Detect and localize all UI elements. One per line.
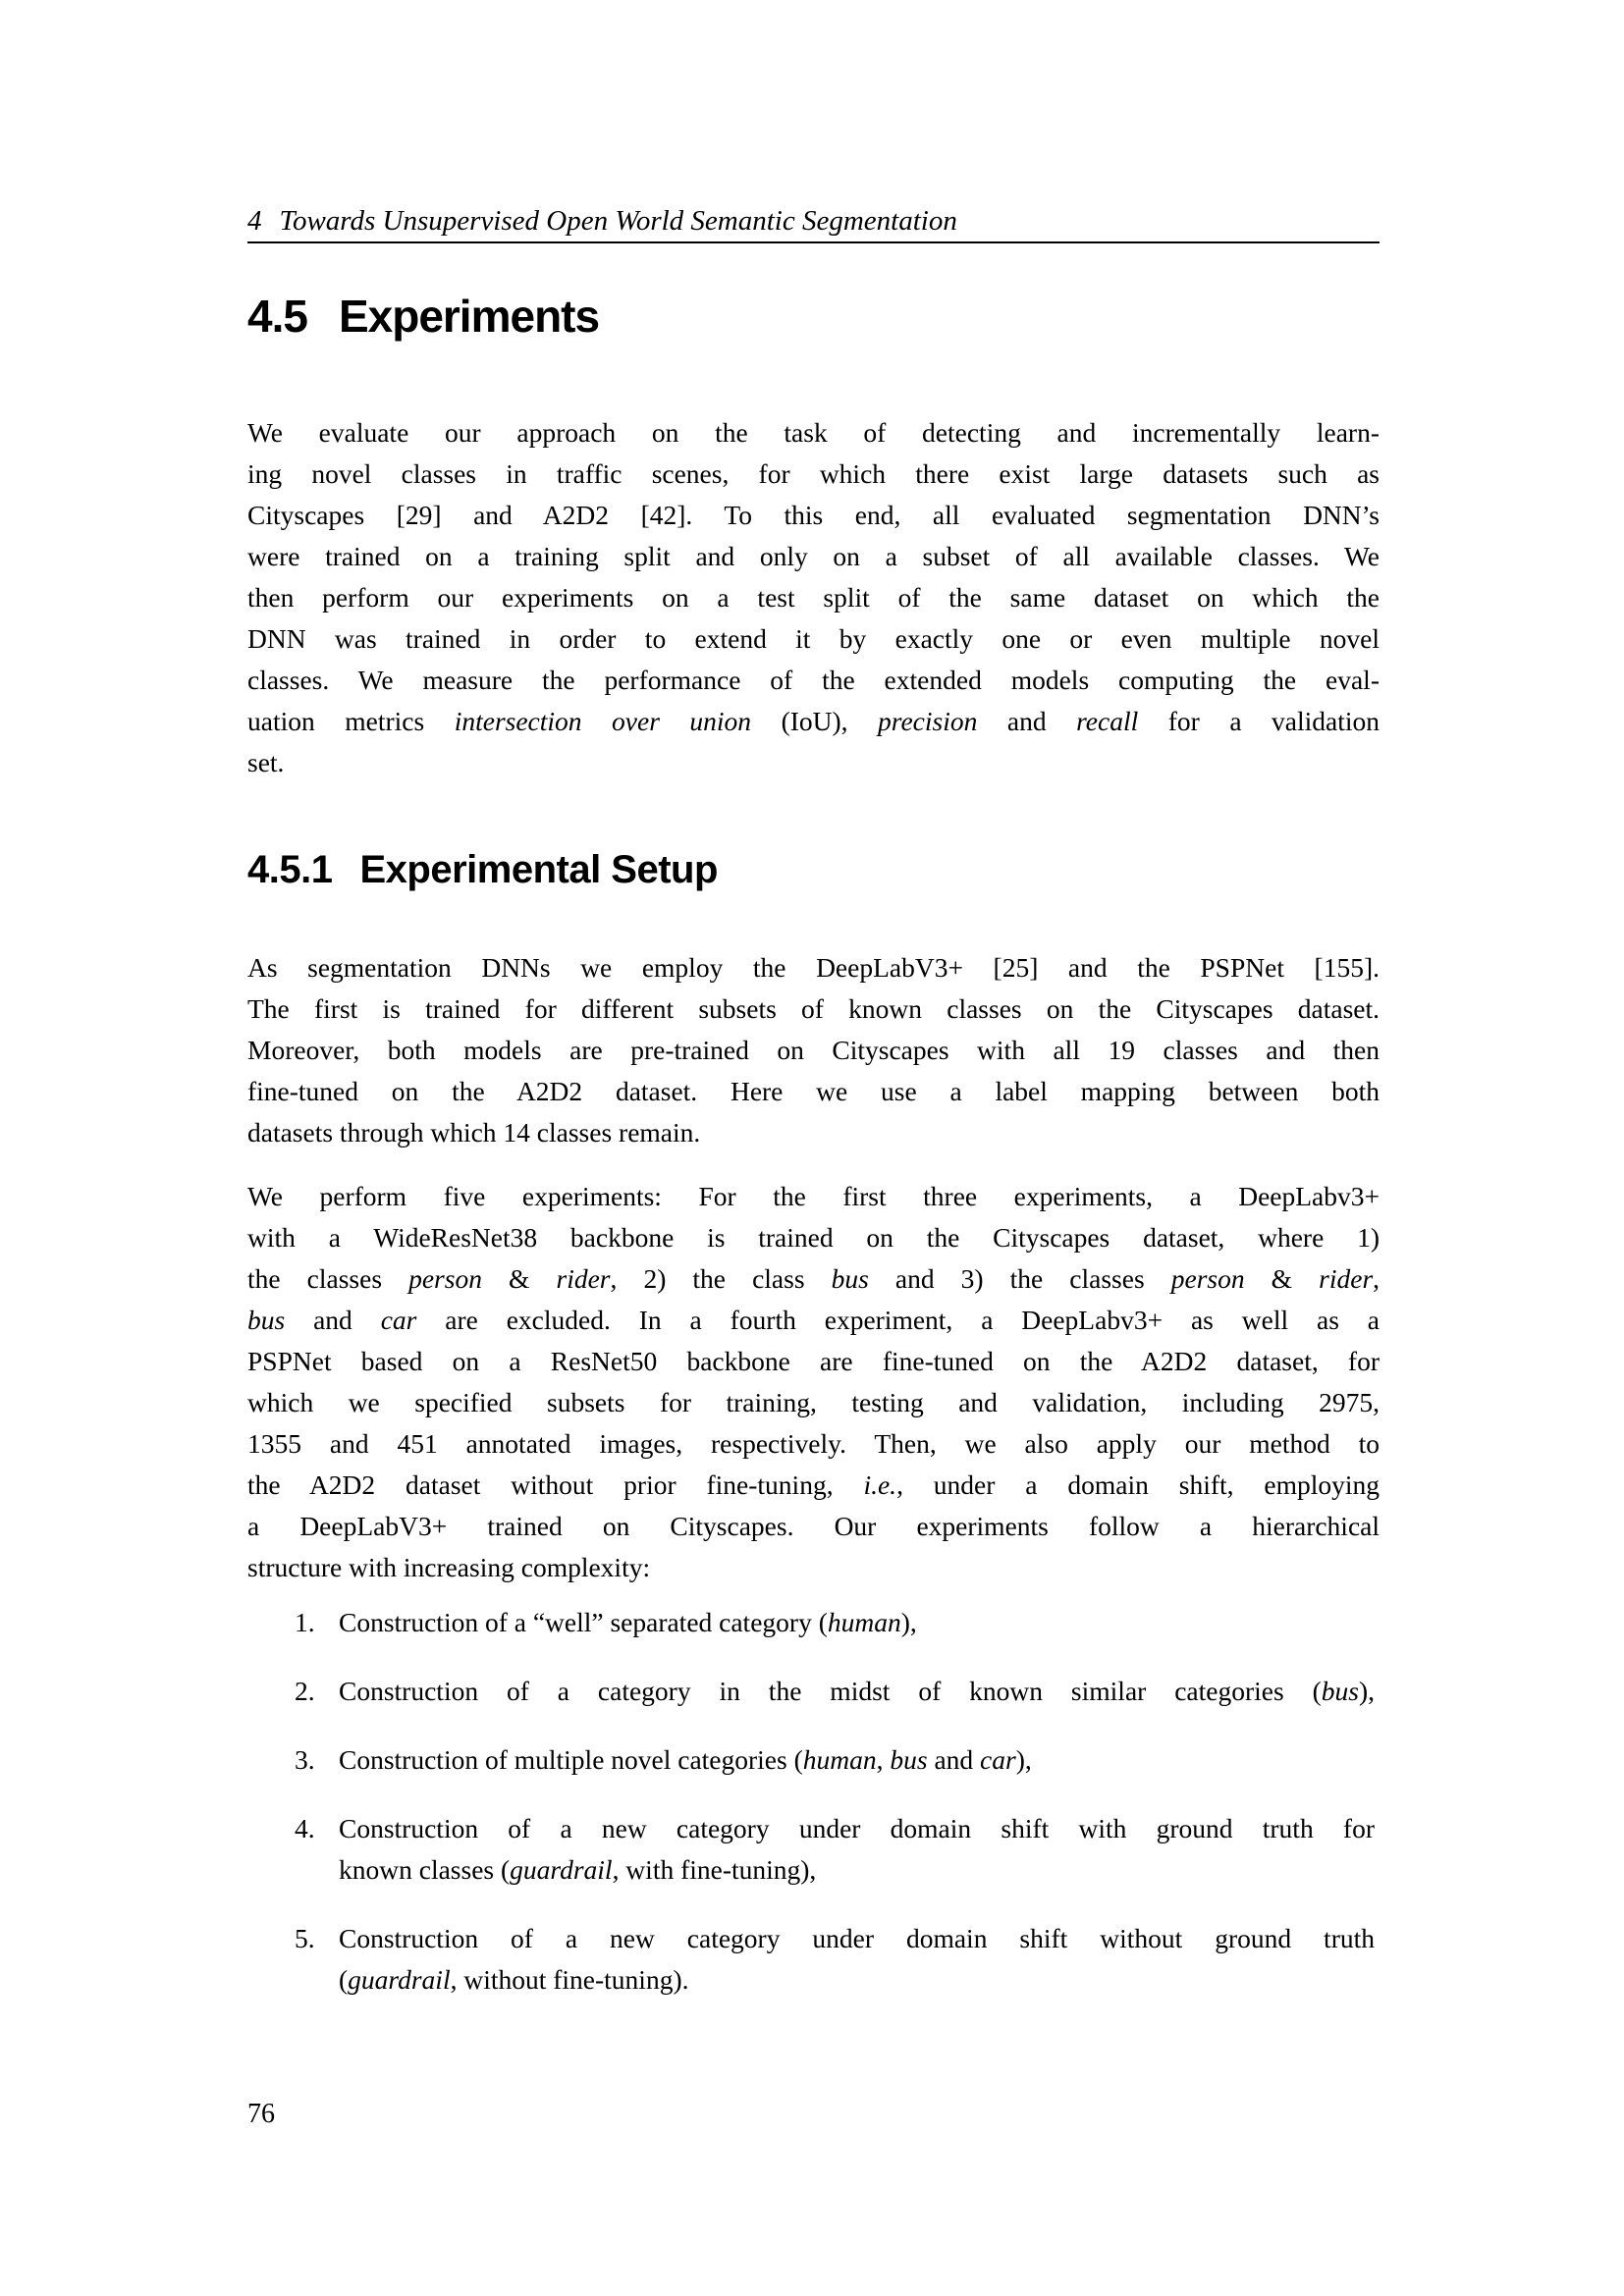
list-item-line: known classes (guardrail, with fine-tuning), — [339, 1854, 817, 1885]
experiments-paragraph — [247, 1176, 1380, 1588]
list-item-line: Construction of a “well” separated category (human), — [339, 1607, 917, 1637]
paragraph-line: were trained on a training split and only on a subset of all available classes. We — [247, 541, 1380, 571]
paragraph-line: a DeepLabV3+ trained on Cityscapes. Our experiments follow a hierarchical — [247, 1511, 1380, 1541]
paragraph-line: fine-tuned on the A2D2 dataset. Here we use a label mapping between both — [247, 1076, 1380, 1106]
list-item-number: 5. — [295, 1923, 315, 1953]
list-item-line: Construction of a category in the midst of known similar categories (bus), — [339, 1676, 1375, 1706]
paragraph-line: The first is trained for different subsets of known classes on the Cityscapes dataset. — [247, 993, 1380, 1024]
setup-paragraph — [247, 947, 1380, 1153]
paragraph-line: bus and car are excluded. In a fourth experiment, a DeepLabv3+ as well as a — [247, 1305, 1380, 1335]
paragraph-line: the A2D2 dataset without prior fine-tuning, i.e., under a domain shift, employing — [247, 1469, 1380, 1500]
list-item-number: 4. — [295, 1813, 315, 1843]
page-number: 76 — [247, 2099, 275, 2129]
paragraph-line: the classes person & rider, 2) the class bus and 3) the classes person & rider, — [247, 1263, 1380, 1294]
section-heading — [247, 291, 600, 342]
list-item-line: Construction of multiple novel categories (human, bus and car), — [339, 1744, 1032, 1775]
running-header-chapter-title: Towards Unsupervised Open World Semantic Segmentation — [279, 205, 957, 237]
paragraph-line: Cityscapes [29] and A2D2 [42]. To this end, all evaluated segmentation DNN’s — [247, 500, 1380, 530]
paragraph-line: datasets through which 14 classes remain. — [247, 1117, 701, 1148]
list-item — [247, 1602, 1380, 1643]
paragraph-line: uation metrics intersection over union (IoU), precision and recall for a validation — [247, 706, 1380, 736]
list-item-number: 3. — [295, 1744, 315, 1775]
paragraph-line: ing novel classes in traffic scenes, for which there exist large datasets such as — [247, 458, 1380, 489]
running-header — [247, 206, 1380, 236]
list-item-number: 2. — [295, 1676, 315, 1706]
list-item — [247, 1671, 1380, 1712]
paragraph-line: Moreover, both models are pre-trained on Cityscapes with all 19 classes and then — [247, 1035, 1380, 1065]
list-item-line: Construction of a new category under domain shift with ground truth for — [339, 1813, 1375, 1843]
paragraph-line: which we specified subsets for training, testing and validation, including 2975, — [247, 1387, 1380, 1417]
paragraph-line: set. — [247, 747, 285, 777]
section-number: 4.5 — [247, 291, 307, 342]
list-item-line: Construction of a new category under domain shift without ground truth — [339, 1923, 1375, 1953]
paragraph-line: 1355 and 451 annotated images, respectively. Then, we also apply our method to — [247, 1428, 1380, 1459]
paragraph-line: We perform five experiments: For the first three experiments, a DeepLabv3+ — [247, 1181, 1380, 1211]
paragraph-line: classes. We measure the performance of the extended models computing the eval- — [247, 665, 1380, 695]
intro-paragraph — [247, 412, 1380, 783]
subsection-title: Experimental Setup — [359, 848, 718, 891]
header-rule — [247, 241, 1380, 243]
list-item — [247, 1918, 1380, 2001]
list-item-number: 1. — [295, 1607, 315, 1637]
paragraph-line: with a WideResNet38 backbone is trained on the Cityscapes dataset, where 1) — [247, 1222, 1380, 1253]
paragraph-line: then perform our experiments on a test split of the same dataset on which the — [247, 582, 1380, 613]
paragraph-line: structure with increasing complexity: — [247, 1552, 651, 1582]
running-header-chapter-number: 4 — [247, 205, 262, 237]
subsection-number: 4.5.1 — [247, 848, 333, 891]
list-item — [247, 1739, 1380, 1781]
paragraph-line: PSPNet based on a ResNet50 backbone are fine-tuned on the A2D2 dataset, for — [247, 1346, 1380, 1376]
subsection-heading — [247, 850, 718, 889]
paragraph-line: DNN was trained in order to extend it by exactly one or even multiple novel — [247, 623, 1380, 654]
paragraph-line: As segmentation DNNs we employ the DeepLabV3+ [25] and the PSPNet [155]. — [247, 952, 1380, 983]
list-item — [247, 1808, 1380, 1891]
section-title: Experiments — [338, 291, 600, 342]
list-item-line: (guardrail, without fine-tuning). — [339, 1964, 689, 1995]
paragraph-line: We evaluate our approach on the task of detecting and incrementally learn- — [247, 417, 1380, 448]
